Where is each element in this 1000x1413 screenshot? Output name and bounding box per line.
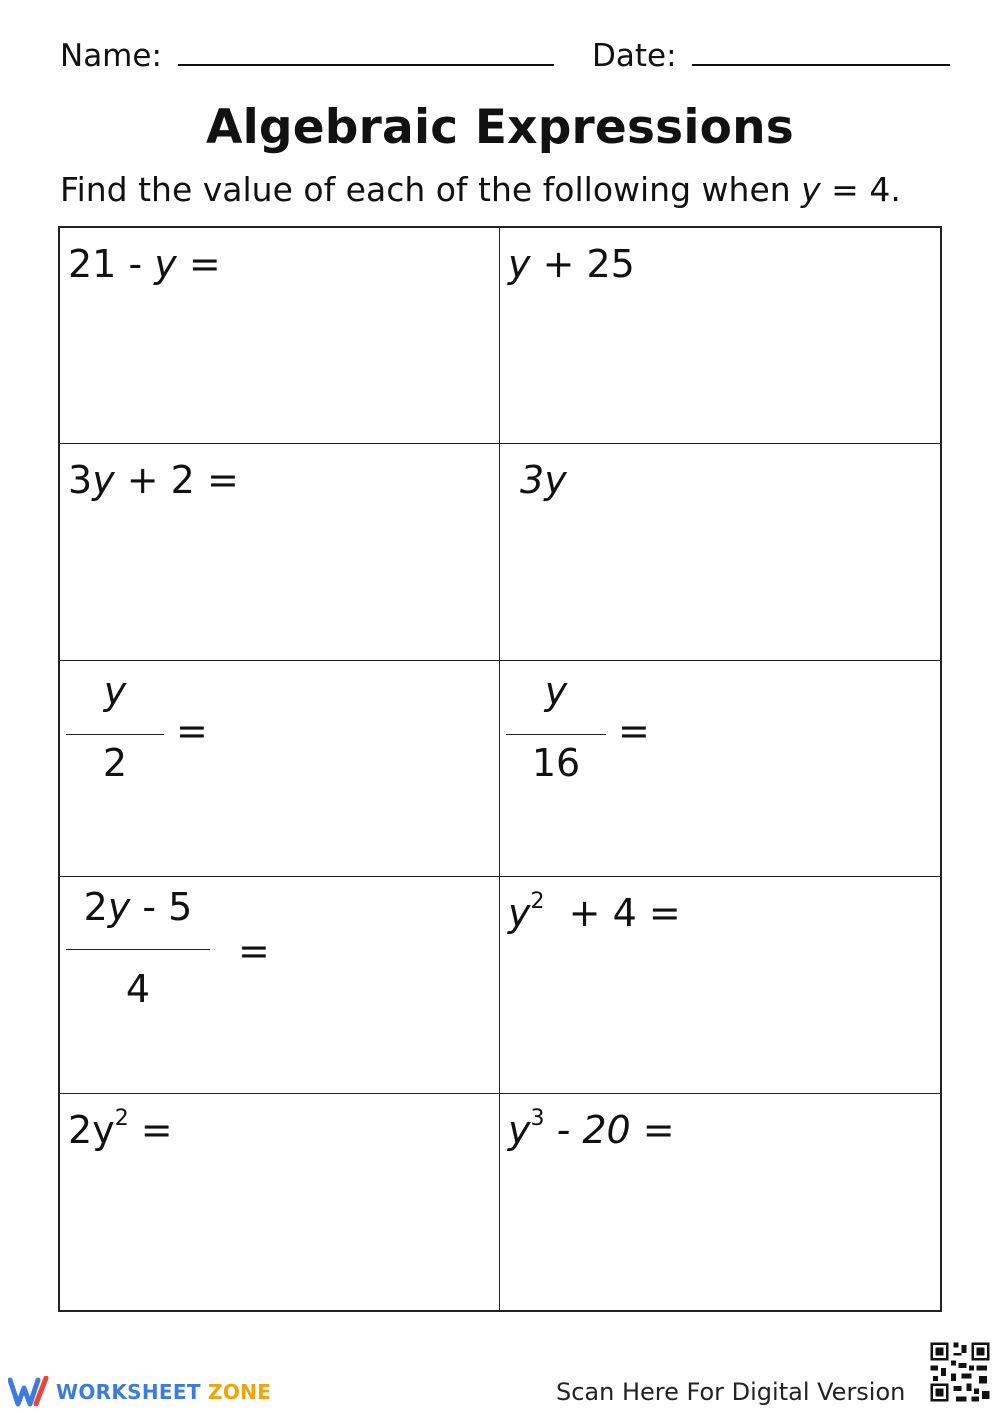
instructions-variable: y: [801, 170, 821, 209]
name-label: Name:: [60, 38, 162, 74]
w-logo-icon: [8, 1376, 50, 1408]
problem-1-tail: =: [176, 242, 221, 286]
problem-6-fraction-bar: [506, 734, 606, 735]
page-title: Algebraic Expressions: [206, 100, 794, 155]
problem-cell-4[interactable]: [500, 444, 940, 660]
name-line[interactable]: [178, 40, 554, 66]
problem-cell-3[interactable]: [60, 444, 500, 660]
problem-2-tail: + 25: [530, 242, 635, 286]
problem-7-numerator-variable: y: [107, 885, 131, 930]
problem-2-variable: y: [508, 242, 531, 286]
problem-grid: [58, 226, 942, 1312]
problem-3-expression: [68, 458, 239, 502]
problem-3-coefficient: 3: [68, 458, 93, 503]
instructions: [60, 170, 901, 209]
date-label: Date:: [592, 38, 677, 74]
problem-3-tail: + 2 =: [114, 458, 239, 503]
problem-5-fraction-bar: [66, 734, 164, 735]
problem-8-tail: + 4 =: [544, 891, 681, 936]
qr-code-icon[interactable]: [928, 1340, 992, 1404]
problem-7-denominator: 4: [125, 967, 151, 1012]
problem-7-fraction: [66, 885, 286, 1015]
problem-cell-6[interactable]: [500, 661, 940, 877]
problem-5-equals: =: [176, 708, 208, 753]
problem-10-tail: - 20 =: [544, 1107, 675, 1152]
problem-cell-1[interactable]: [60, 228, 500, 444]
problem-cell-2[interactable]: [500, 228, 940, 444]
problem-5-numerator: y: [103, 668, 127, 713]
date-field[interactable]: [592, 38, 950, 74]
problem-7-fraction-bar: [66, 949, 210, 950]
problem-cell-7[interactable]: [60, 877, 500, 1093]
problem-6-fraction: [506, 669, 706, 799]
name-field[interactable]: [60, 38, 554, 74]
problem-4-coefficient: 3: [520, 458, 545, 503]
problem-3-variable: y: [92, 458, 115, 503]
problem-1-expression: [68, 242, 221, 286]
problem-1-number: 21: [68, 242, 117, 286]
problem-9-expression: [68, 1105, 173, 1152]
problem-10-exponent: 3: [530, 1105, 545, 1131]
date-line[interactable]: [692, 40, 950, 66]
problem-10-variable: y: [508, 1107, 531, 1152]
brand-main: WORKSHEET: [56, 1380, 201, 1404]
problem-6-numerator: y: [544, 668, 568, 713]
problem-5-denominator: 2: [102, 740, 128, 785]
brand-accent: ZONE: [208, 1380, 272, 1404]
problem-cell-9[interactable]: [60, 1094, 500, 1310]
problem-1-variable: y: [154, 242, 177, 286]
problem-8-variable: y: [508, 891, 531, 936]
problem-7-equals: =: [238, 929, 270, 974]
problem-9-variable: y: [92, 1107, 115, 1152]
problem-cell-8[interactable]: [500, 877, 940, 1093]
problem-7-numerator: [66, 885, 210, 929]
instructions-prefix: Find the value of each of the following when: [60, 170, 802, 209]
problem-6-equals: =: [618, 708, 650, 753]
problem-4-expression: [520, 458, 567, 502]
problem-9-coefficient: 2: [68, 1107, 93, 1152]
problem-9-tail: =: [128, 1107, 173, 1152]
problem-9-exponent: 2: [114, 1105, 129, 1131]
brand-name: [56, 1380, 271, 1404]
problem-4-variable: y: [544, 458, 567, 503]
problem-2-expression: [508, 242, 635, 286]
worksheet-zone-logo[interactable]: [8, 1374, 271, 1410]
problem-8-exponent: 2: [530, 889, 545, 915]
problem-cell-10[interactable]: [500, 1094, 940, 1310]
problem-1-operator: -: [116, 242, 155, 286]
problem-8-expression: [508, 891, 681, 935]
problem-cell-5[interactable]: [60, 661, 500, 877]
instructions-suffix: = 4.: [820, 170, 901, 209]
problem-7-numerator-tail: - 5: [130, 885, 193, 930]
problem-10-expression: [508, 1105, 675, 1152]
problem-5-fraction: [66, 669, 266, 799]
problem-6-denominator: 16: [531, 740, 581, 785]
scan-instructions: Scan Here For Digital Version: [556, 1378, 906, 1406]
problem-7-numerator-coefficient: 2: [83, 885, 108, 930]
